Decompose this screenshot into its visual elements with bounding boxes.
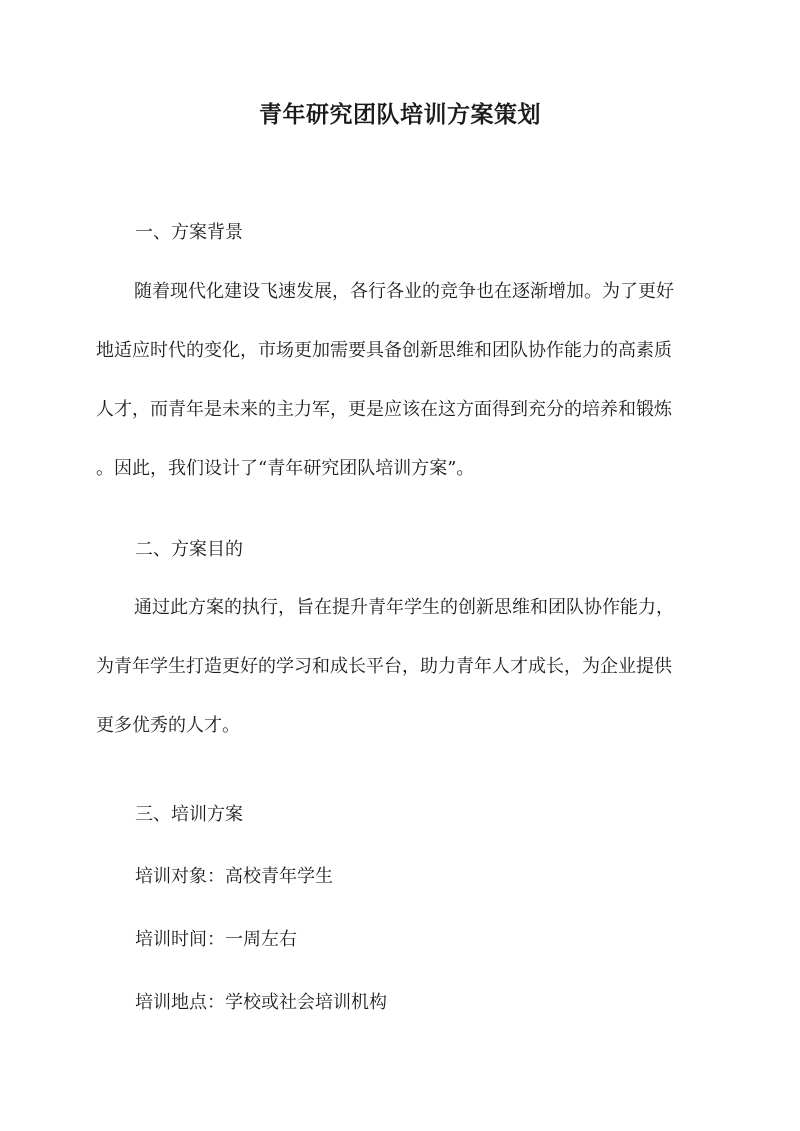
section-heading-purpose: 二、方案目的 <box>135 539 243 560</box>
training-time: 培训时间：一周左右 <box>135 929 297 950</box>
paragraph-line: 。因此，我们设计了“青年研究团队培训方案”。 <box>96 458 475 479</box>
training-location: 培训地点：学校或社会培训机构 <box>135 992 387 1013</box>
section-paragraph-purpose <box>96 578 708 755</box>
paragraph-line: 随着现代化建设飞速发展，各行各业的竞争也在逐渐增加。为了更好 <box>134 281 674 302</box>
training-target: 培训对象：高校青年学生 <box>135 866 333 887</box>
section-heading-training-plan: 三、培训方案 <box>135 804 243 825</box>
paragraph-line: 为青年学生打造更好的学习和成长平台，助力青年人才成长，为企业提供 <box>96 656 672 677</box>
paragraph-line: 人才，而青年是未来的主力军，更是应该在这方面得到充分的培养和锻炼 <box>96 399 672 420</box>
paragraph-line: 更多优秀的人才。 <box>96 715 240 736</box>
section-heading-background: 一、方案背景 <box>135 222 243 243</box>
document-title: 青年研究团队培训方案策划 <box>259 101 541 128</box>
section-paragraph-background <box>96 262 708 498</box>
paragraph-line: 通过此方案的执行，旨在提升青年学生的创新思维和团队协作能力， <box>134 597 674 618</box>
paragraph-line: 地适应时代的变化，市场更加需要具备创新思维和团队协作能力的高素质 <box>96 340 672 361</box>
